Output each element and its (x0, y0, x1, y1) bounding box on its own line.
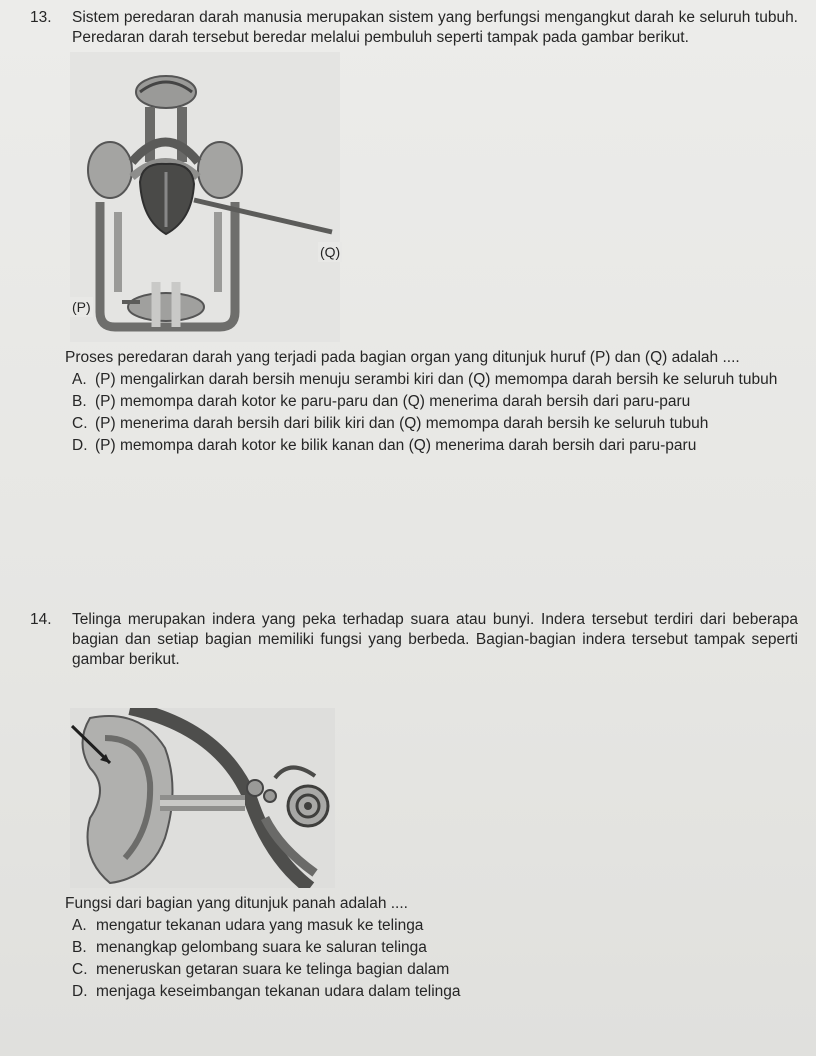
question-prompt: Proses peredaran darah yang terjadi pada bagian organ yang ditunjuk huruf (P) dan (Q) adalah .... (65, 349, 740, 366)
option-a[interactable] (72, 916, 798, 936)
option-text: menangkap gelombang suara ke saluran telinga (96, 939, 427, 956)
option-letter: A. (72, 371, 87, 388)
ear-figure (70, 708, 335, 888)
ear-anatomy-diagram (70, 708, 335, 888)
option-c[interactable] (72, 960, 798, 980)
question-14 (30, 610, 798, 1004)
option-text: (P) memompa darah kotor ke bilik kanan dan (Q) menerima darah bersih dari paru-paru (95, 437, 697, 454)
option-text: (P) menerima darah bersih dari bilik kiri dan (Q) memompa darah bersih ke seluruh tubuh (95, 415, 709, 432)
option-text: meneruskan getaran suara ke telinga bagian dalam (96, 961, 450, 978)
option-letter: C. (72, 415, 88, 432)
option-c[interactable] (72, 414, 798, 434)
option-d[interactable] (72, 436, 798, 456)
option-letter: B. (72, 393, 87, 410)
question-stem: Sistem peredaran darah manusia merupakan sistem yang berfungsi mengangkut darah ke seluruh tubuh. Peredaran darah tersebut beredar melalui pembuluh seperti tampak pada gambar berikut. (72, 9, 798, 46)
option-b[interactable] (72, 938, 798, 958)
option-letter: A. (72, 917, 87, 934)
option-text: menjaga keseimbangan tekanan udara dalam telinga (96, 983, 461, 1000)
option-b[interactable] (72, 392, 798, 412)
option-letter: B. (72, 939, 87, 956)
question-prompt: Fungsi dari bagian yang ditunjuk panah adalah .... (65, 895, 408, 912)
question-stem: Telinga merupakan indera yang peka terhadap suara atau bunyi. Indera tersebut terdiri dari beberapa bagian dan setiap bagian memiliki fungsi yang berbeda. Bagian-bagian indera tersebut tampak seperti gambar berikut. (72, 611, 798, 668)
question-13 (30, 8, 798, 458)
circulatory-system-diagram (70, 52, 340, 342)
option-text: (P) memompa darah kotor ke paru-paru dan (Q) menerima darah bersih dari paru-paru (95, 393, 691, 410)
question-number: 13. (30, 9, 52, 26)
question-number: 14. (30, 611, 52, 628)
label-q: (Q) (320, 244, 341, 260)
option-text: mengatur tekanan udara yang masuk ke telinga (96, 917, 424, 934)
option-d[interactable] (72, 982, 798, 1002)
option-a[interactable] (72, 370, 798, 390)
answer-options (72, 370, 798, 456)
option-letter: D. (72, 437, 88, 454)
label-p: (P) (72, 299, 91, 315)
option-text: (P) mengalirkan darah bersih menuju serambi kiri dan (Q) memompa darah bersih ke seluruh tubuh (95, 371, 778, 388)
option-letter: C. (72, 961, 88, 978)
answer-options (72, 916, 798, 1002)
circulatory-system-figure (70, 52, 340, 342)
option-letter: D. (72, 983, 88, 1000)
